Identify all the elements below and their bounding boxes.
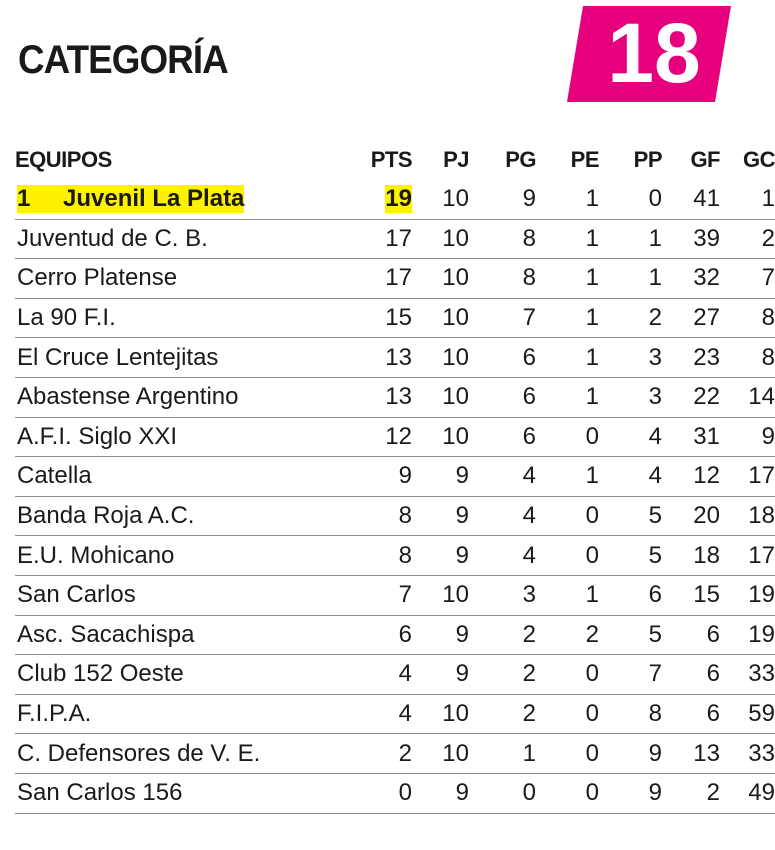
table-row <box>15 655 775 695</box>
gf-cell: 31 <box>662 417 720 457</box>
pts-cell: 8 <box>355 496 412 536</box>
team-cell: Juventud de C. B. <box>15 219 355 259</box>
pj-cell: 10 <box>412 377 469 417</box>
pts-cell: 4 <box>355 694 412 734</box>
pg-cell: 6 <box>469 338 536 378</box>
gf-cell: 32 <box>662 259 720 299</box>
col-header-pe: PE <box>570 147 599 172</box>
pj-cell: 10 <box>412 180 469 219</box>
pj-cell: 10 <box>412 338 469 378</box>
team-cell: C. Defensores de V. E. <box>15 734 355 774</box>
team-cell: Banda Roja A.C. <box>15 496 355 536</box>
pts-cell: 2 <box>355 734 412 774</box>
table-row <box>15 180 775 219</box>
pj-cell: 9 <box>412 615 469 655</box>
team-cell: Catella <box>15 457 355 497</box>
gf-cell: 23 <box>662 338 720 378</box>
pts-cell <box>355 180 412 219</box>
table-row <box>15 773 775 813</box>
gc-cell: 8 <box>720 298 775 338</box>
table-row <box>15 694 775 734</box>
gc-cell: 8 <box>720 338 775 378</box>
pe-cell: 0 <box>536 417 599 457</box>
team-cell <box>15 180 355 219</box>
gf-cell: 39 <box>662 219 720 259</box>
pts-cell: 7 <box>355 575 412 615</box>
gc-cell: 14 <box>720 377 775 417</box>
pp-cell: 4 <box>599 457 662 497</box>
gf-cell: 6 <box>662 655 720 695</box>
team-cell: Abastense Argentino <box>15 377 355 417</box>
pe-cell: 0 <box>536 694 599 734</box>
pj-cell: 9 <box>412 496 469 536</box>
pe-cell: 0 <box>536 655 599 695</box>
gc-cell: 2 <box>720 219 775 259</box>
gf-cell: 27 <box>662 298 720 338</box>
gc-cell: 19 <box>720 615 775 655</box>
pe-cell: 0 <box>536 536 599 576</box>
gf-cell: 2 <box>662 773 720 813</box>
pe-cell: 1 <box>536 219 599 259</box>
pj-cell: 10 <box>412 219 469 259</box>
pj-cell: 9 <box>412 655 469 695</box>
gc-cell: 33 <box>720 734 775 774</box>
table-row <box>15 536 775 576</box>
pg-cell: 7 <box>469 298 536 338</box>
team-cell: Asc. Sacachispa <box>15 615 355 655</box>
col-header-pg: PG <box>505 147 536 172</box>
gf-cell: 15 <box>662 575 720 615</box>
table-row <box>15 615 775 655</box>
pj-cell: 10 <box>412 575 469 615</box>
pg-cell: 8 <box>469 219 536 259</box>
header-row <box>15 140 775 180</box>
pp-cell: 9 <box>599 773 662 813</box>
col-header-equipos: EQUIPOS <box>15 147 112 172</box>
pg-cell: 9 <box>469 180 536 219</box>
team-cell: E.U. Mohicano <box>15 536 355 576</box>
pts-cell: 12 <box>355 417 412 457</box>
pts-cell: 17 <box>355 219 412 259</box>
gc-cell: 9 <box>720 417 775 457</box>
pe-cell: 2 <box>536 615 599 655</box>
pg-cell: 4 <box>469 457 536 497</box>
gc-cell: 7 <box>720 259 775 299</box>
col-header-pj: PJ <box>443 147 469 172</box>
gf-cell: 18 <box>662 536 720 576</box>
pe-cell: 1 <box>536 575 599 615</box>
team-cell: El Cruce Lentejitas <box>15 338 355 378</box>
table-row <box>15 377 775 417</box>
pts-cell: 17 <box>355 259 412 299</box>
team-cell: F.I.P.A. <box>15 694 355 734</box>
table-row <box>15 417 775 457</box>
pg-cell: 4 <box>469 496 536 536</box>
pp-cell: 1 <box>599 259 662 299</box>
pp-cell: 6 <box>599 575 662 615</box>
team-cell: A.F.I. Siglo XXI <box>15 417 355 457</box>
pp-cell: 7 <box>599 655 662 695</box>
gc-cell: 18 <box>720 496 775 536</box>
pp-cell: 3 <box>599 338 662 378</box>
pj-cell: 10 <box>412 734 469 774</box>
pts-cell: 13 <box>355 338 412 378</box>
pj-cell: 10 <box>412 694 469 734</box>
gf-cell: 6 <box>662 615 720 655</box>
table-row <box>15 298 775 338</box>
pg-cell: 2 <box>469 655 536 695</box>
table-row <box>15 496 775 536</box>
pe-cell: 0 <box>536 734 599 774</box>
pe-cell: 1 <box>536 259 599 299</box>
pe-cell: 1 <box>536 298 599 338</box>
col-header-gc: GC <box>743 147 775 172</box>
pg-cell: 2 <box>469 615 536 655</box>
standings-body <box>15 180 775 813</box>
pg-cell: 1 <box>469 734 536 774</box>
col-header-pts: PTS <box>370 147 412 172</box>
pg-cell: 0 <box>469 773 536 813</box>
pg-cell: 6 <box>469 417 536 457</box>
gc-cell: 59 <box>720 694 775 734</box>
pe-cell: 0 <box>536 496 599 536</box>
pe-cell: 1 <box>536 377 599 417</box>
pts-cell: 15 <box>355 298 412 338</box>
pj-cell: 10 <box>412 259 469 299</box>
pts-cell: 6 <box>355 615 412 655</box>
gf-cell: 6 <box>662 694 720 734</box>
gc-cell: 33 <box>720 655 775 695</box>
badge-number: 18 <box>607 6 701 100</box>
pp-cell: 4 <box>599 417 662 457</box>
pp-cell: 5 <box>599 536 662 576</box>
team-name: Juvenil La Plata <box>63 185 245 213</box>
pg-cell: 4 <box>469 536 536 576</box>
pj-cell: 10 <box>412 417 469 457</box>
gc-cell: 19 <box>720 575 775 615</box>
col-header-pp: PP <box>633 147 662 172</box>
pe-cell: 1 <box>536 457 599 497</box>
team-cell: La 90 F.I. <box>15 298 355 338</box>
pp-cell: 2 <box>599 298 662 338</box>
gc-cell: 17 <box>720 536 775 576</box>
pp-cell: 8 <box>599 694 662 734</box>
gc-cell: 49 <box>720 773 775 813</box>
pp-cell: 9 <box>599 734 662 774</box>
team-cell: San Carlos <box>15 575 355 615</box>
pg-cell: 8 <box>469 259 536 299</box>
leader-pts-highlight: 19 <box>385 185 412 213</box>
pg-cell: 6 <box>469 377 536 417</box>
pg-cell: 2 <box>469 694 536 734</box>
gc-cell: 1 <box>720 180 775 219</box>
pp-cell: 3 <box>599 377 662 417</box>
pp-cell: 5 <box>599 615 662 655</box>
pts-cell: 0 <box>355 773 412 813</box>
pts-cell: 9 <box>355 457 412 497</box>
gf-cell: 13 <box>662 734 720 774</box>
pe-cell: 1 <box>536 338 599 378</box>
gf-cell: 12 <box>662 457 720 497</box>
pts-cell: 13 <box>355 377 412 417</box>
pts-cell: 8 <box>355 536 412 576</box>
leader-highlight <box>17 185 244 213</box>
pp-cell: 5 <box>599 496 662 536</box>
gf-cell: 22 <box>662 377 720 417</box>
table-row <box>15 219 775 259</box>
gf-cell: 41 <box>662 180 720 219</box>
pg-cell: 3 <box>469 575 536 615</box>
table-row <box>15 338 775 378</box>
standings-table <box>15 140 775 814</box>
team-cell: Cerro Platense <box>15 259 355 299</box>
pj-cell: 9 <box>412 536 469 576</box>
gc-cell: 17 <box>720 457 775 497</box>
category-title: CATEGORÍA <box>18 38 228 82</box>
category-badge <box>567 6 731 102</box>
col-header-gf: GF <box>690 147 720 172</box>
pe-cell: 0 <box>536 773 599 813</box>
pe-cell: 1 <box>536 180 599 219</box>
table-row <box>15 457 775 497</box>
table-row <box>15 575 775 615</box>
pp-cell: 1 <box>599 219 662 259</box>
table-row <box>15 259 775 299</box>
table-row <box>15 734 775 774</box>
team-cell: San Carlos 156 <box>15 773 355 813</box>
pj-cell: 10 <box>412 298 469 338</box>
pts-cell: 4 <box>355 655 412 695</box>
pj-cell: 9 <box>412 457 469 497</box>
pj-cell: 9 <box>412 773 469 813</box>
team-cell: Club 152 Oeste <box>15 655 355 695</box>
pp-cell: 0 <box>599 180 662 219</box>
gf-cell: 20 <box>662 496 720 536</box>
rank-number: 1 <box>17 185 31 213</box>
